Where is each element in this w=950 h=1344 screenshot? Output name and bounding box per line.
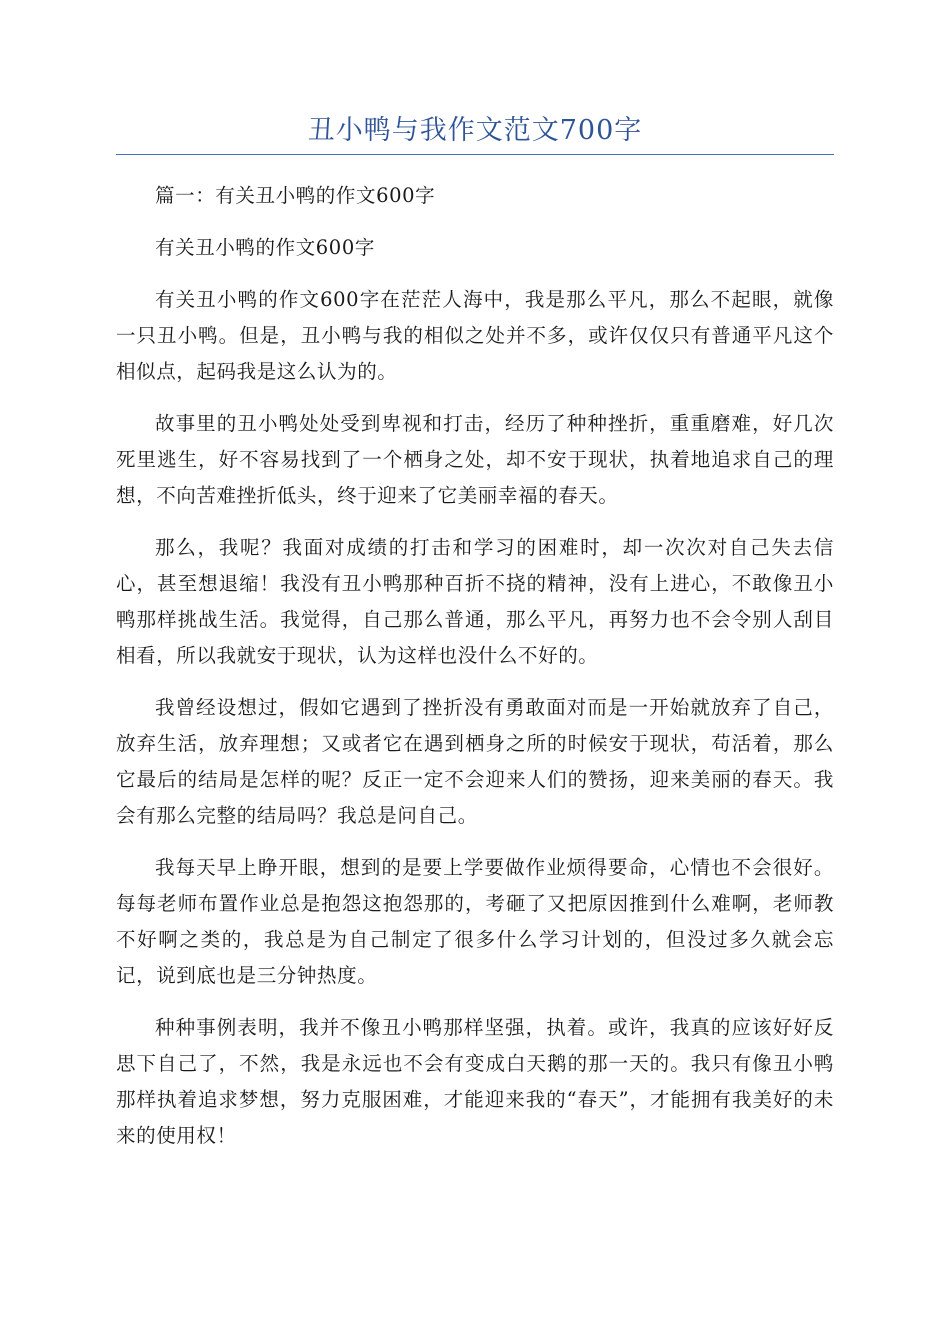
paragraph: 种种事例表明，我并不像丑小鸭那样坚强，执着。或许，我真的应该好好反思下自己了，不然，我是永远也不会有变成白天鹅的那一天的。我只有像丑小鸭那样执着追求梦想，努力克服困难，才能迎来我的“春天”，才能拥有我美好的未来的使用权！	[116, 1016, 834, 1147]
paragraph: 那么，我呢？我面对成绩的打击和学习的困难时，却一次次对自己失去信心，甚至想退缩！我没有丑小鸭那种百折不挠的精神，没有上进心，不敢像丑小鸭那样挑战生活。我觉得，自己那么普通，那么平凡，再努力也不会令别人刮目相看，所以我就安于现状，认为这样也没什么不好的。	[116, 536, 834, 667]
paragraph: 有关丑小鸭的作文600字在茫茫人海中，我是那么平凡，那么不起眼，就像一只丑小鸭。但是，丑小鸭与我的相似之处并不多，或许仅仅只有普通平凡这个相似点，起码我是这么认为的。	[116, 288, 834, 383]
paragraph: 我每天早上睁开眼，想到的是要上学要做作业烦得要命，心情也不会很好。每每老师布置作业总是抱怨这抱怨那的，考砸了又把原因推到什么难啊，老师教不好啊之类的，我总是为自己制定了很多什么学习计划的，但没过多久就会忘记，说到底也是三分钟热度。	[116, 856, 834, 987]
section-heading: 篇一：有关丑小鸭的作文600字	[155, 184, 436, 207]
document-title: 丑小鸭与我作文范文700字	[307, 115, 643, 146]
paragraph: 我曾经设想过，假如它遇到了挫折没有勇敢面对而是一开始就放弃了自己，放弃生活，放弃理想；又或者它在遇到栖身之所的时候安于现状，苟活着，那么它最后的结局是怎样的呢？反正一定不会迎来人们的赞扬，迎来美丽的春天。我会有那么完整的结局吗？我总是问自己。	[116, 696, 834, 827]
article-title: 有关丑小鸭的作文600字	[155, 236, 375, 259]
document-page	[116, 0, 834, 1170]
title-underline	[116, 154, 834, 155]
paragraph: 故事里的丑小鸭处处受到卑视和打击，经历了种种挫折，重重磨难，好几次死里逃生，好不容易找到了一个栖身之处，却不安于现状，执着地追求自己的理想，不向苦难挫折低头，终于迎来了它美丽幸福的春天。	[116, 412, 834, 507]
document-body	[116, 178, 834, 1154]
